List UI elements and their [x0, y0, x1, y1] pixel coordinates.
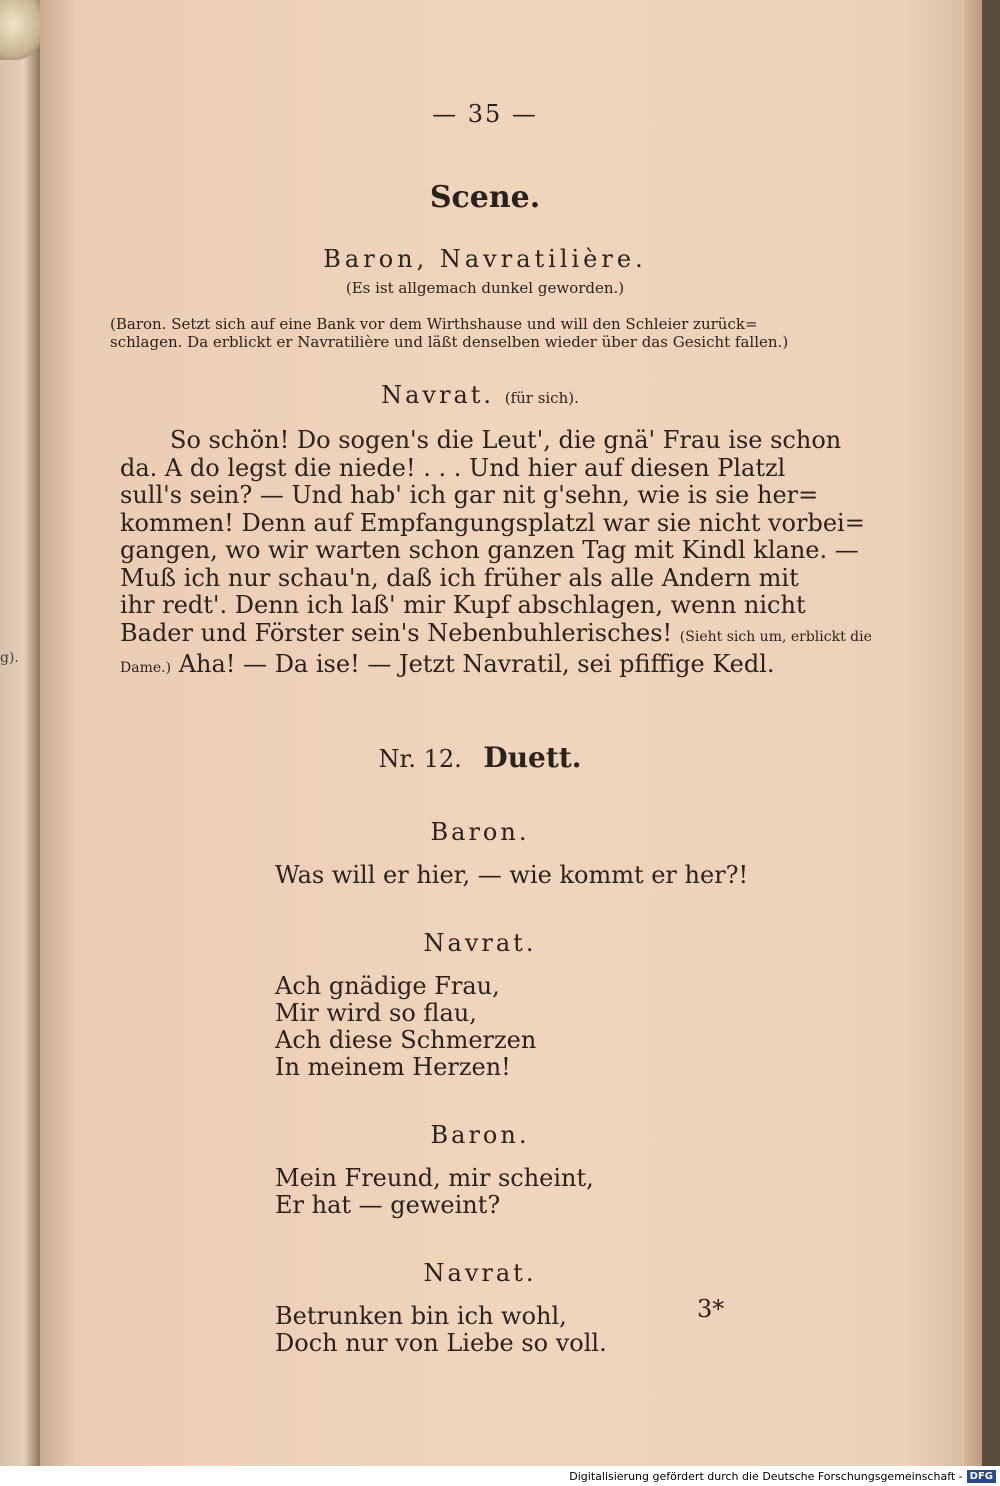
prose-line: gangen, wo wir warten schon ganzen Tag mit Kindl klane. —: [120, 536, 859, 564]
verse-line: In meinem Herzen!: [275, 1052, 511, 1081]
verse-line: Was will er hier, — wie kommt er her?!: [275, 860, 749, 889]
stage-direction-block: [110, 315, 810, 351]
verse-speaker: Navrat.: [423, 928, 537, 957]
verse-speaker: Baron.: [430, 1120, 530, 1149]
speaker-heading: [130, 381, 830, 409]
number-label: Nr. 12.: [378, 744, 462, 773]
prose-line: sull's sein? — Und hab' ich gar nit g'sehn, wie is sie her=: [120, 481, 819, 509]
verse-line: Ach diese Schmerzen: [275, 1025, 537, 1054]
prose-line: Muß ich nur schau'n, daß ich früher als alle Andern mit: [120, 563, 799, 592]
verse-speaker: Baron.: [430, 817, 530, 846]
verse-line: Mir wird so flau,: [275, 998, 477, 1027]
scene-heading: Scene.: [429, 180, 541, 215]
prose-line: da. A do legst die niede! . . . Und hier auf diesen Platzl: [120, 453, 786, 482]
page-content: [110, 100, 872, 1357]
page-edge-right: [964, 0, 982, 1466]
stage-aside: Dame.): [120, 660, 172, 676]
footer-text: Digitalisierung gefördert durch die Deutsche Forschungsgemeinschaft -: [569, 1469, 963, 1483]
prose-line: [120, 618, 872, 652]
prose-line: ihr redt'. Denn ich laß' mir Kupf abschlagen, wenn nicht: [120, 591, 806, 619]
prose-line: So schön! Do sogen's die Leut', die gnä' Frau ise schon: [170, 426, 842, 454]
dfg-logo-icon: DFG: [967, 1470, 996, 1483]
verse-speaker: Navrat.: [423, 1258, 537, 1287]
duett-label: Duett.: [483, 740, 582, 774]
footer-bar: [0, 1466, 1000, 1486]
prose-text: Aha! — Da ise! — Jetzt Navratil, sei pfiffige Kedl.: [178, 650, 775, 678]
verse-block: [275, 1165, 830, 1219]
signature-mark: 3*: [697, 1295, 725, 1323]
monologue: [120, 426, 872, 683]
prose-text: Bader und Förster sein's Nebenbuhlerisches!: [120, 618, 673, 647]
verse-line: Betrunken bin ich wohl,: [275, 1301, 567, 1330]
verse-block: [275, 973, 830, 1081]
verse-block: [275, 1303, 830, 1357]
stage-aside: (Sieht sich um, erblickt die: [679, 628, 872, 645]
speaker-aside: (für sich).: [504, 389, 579, 407]
characters-line: Baron, Navratilière.: [323, 245, 647, 273]
number-heading: [130, 741, 830, 774]
page-number: — 35 —: [432, 100, 538, 128]
prose-line: [120, 651, 810, 683]
verse-line: Ach gnädige Frau,: [275, 971, 500, 1000]
verse-line: Doch nur von Liebe so voll.: [275, 1328, 607, 1357]
left-page-edge: [0, 0, 40, 1466]
stage-direction: (Es ist allgemach dunkel geworden.): [345, 279, 625, 297]
stage-direction-line: (Baron. Setzt sich auf eine Bank vor dem Wirthshause und will den Schleier zurück=: [110, 315, 758, 333]
verse-line: Mein Freund, mir scheint,: [275, 1163, 594, 1192]
verse-line: Er hat — geweint?: [275, 1190, 501, 1219]
margin-mark: g).: [0, 650, 19, 666]
prose-line: kommen! Denn auf Empfangungsplatzl war sie nicht vorbei=: [120, 508, 865, 537]
stage-direction-line: schlagen. Da erblickt er Navratilière und läßt denselben wieder über das Gesicht fallen.): [110, 333, 789, 351]
speaker-name: Navrat.: [381, 381, 495, 409]
verse-block: [275, 862, 830, 889]
